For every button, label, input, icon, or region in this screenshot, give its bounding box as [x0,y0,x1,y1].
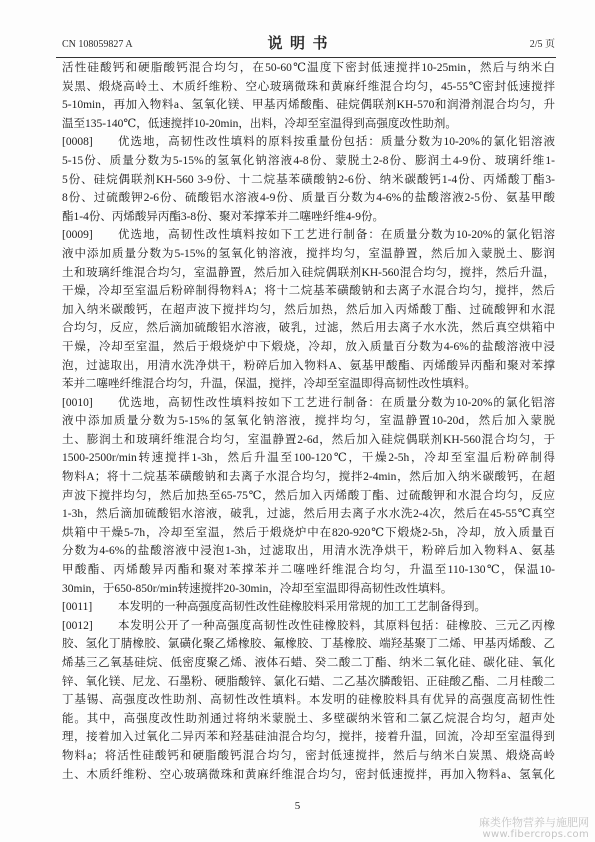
paragraph-line: 1500-2500r/min转速搅拌1-3h，然后升温至100-120℃，干燥2-5h，冷却至室温后粉碎制得 [62,452,555,465]
watermark-site-name: 麻类作物营养与施肥网 [479,816,589,829]
paragraph-line: 丁基锡、高强度改性助剂、高韧性改性填料。本发明的硅橡胶料具有优异的高强度高韧性性 [62,694,555,707]
paragraph-line: 5份、硅烷偶联剂KH-560 3-9份、十二烷基苯磺酸钠2-6份、纳米碳酸钙1-4份、丙烯酸丁酯3- [62,173,555,186]
paragraph-line: 苯并二噻唑纤维混合均匀，升温，保温，搅拌，冷却至室温即得高韧性改性填料。 [62,378,476,391]
paragraph-line: 活性硅酸钙和硬脂酸钙混合均匀，在50-60℃温度下密封低速搅拌10-25min，然后与纳米白 [62,62,555,74]
paragraph-first-line [62,133,555,152]
paragraph-line: 优选地，高韧性改性填料的原料按重量份包括：质量分数为10-20%的氯化铝溶液 [118,136,555,149]
page-number: 5 [294,800,301,812]
paragraph-line: 本发明公开了一种高强度高韧性改性硅橡胶料，其原料包括：硅橡胶、三元乙丙橡 [118,619,555,632]
paragraph-0011 [62,598,555,617]
paragraph-line: 理，接着加入过氧化二异丙苯和羟基硅油混合均匀，搅拌，接着升温，回流，冷却至室温得到 [62,731,555,744]
paragraph-line: 干燥，冷却至室温后粉碎制得物料A；将十二烷基苯磺酸钠和去离子水混合均匀，搅拌，然后 [62,285,555,298]
paragraph-line: 烯基三乙氧基硅烷、低密度聚乙烯、液体石蜡、癸二酸二丁酯、纳米二氧化硅、碳化硅、氧化 [62,657,555,669]
paragraph-line: 5-10min，再加入物料a、氢氧化镁、甲基丙烯酸酯、硅烷偶联剂KH-570和润滑剂混合均匀，升 [62,99,555,112]
paragraph-line: 声波下搅拌均匀，然后加热至65-75℃，然后加入丙烯酸丁酯、过硫酸钾和水混合均匀，反应 [62,489,555,502]
paragraph-line: 泡，过滤取出，用清水洗净烘干，粉碎后加入物料A、氨基甲酸酯、丙烯酸异丙酯和聚对苯撑 [62,359,555,372]
paragraph-line: 干燥，冷却至室温，然后于煅烧炉中下煅烧，冷却，放入质量百分数为4-6%的盐酸溶液中浸 [62,340,555,353]
paragraph-line: 8份、过硫酸钾2-6份、硫酸铝水溶液4-9份、质量百分数为4-6%的盐酸溶液2-5份、氨基甲酸 [62,192,555,205]
paragraph-line: 液中添加质量分数为5-15%的氢氧化钠溶液，搅拌均匀，室温静置，然后加入蒙脱土、膨润 [62,247,555,260]
paragraph-number: [0010] [62,396,93,409]
paragraph-line: 能。其中，高强度改性助剂通过将纳米蒙脱土、多壁碳纳米管和二氯乙烷混合均匀，超声处 [62,712,555,725]
paragraph-first-line [62,598,555,617]
paragraph-0009 [62,226,555,393]
paragraph-line: 温至135-140℃，低速搅拌10-20min，出料，冷却至室温得到高强度改性助剂。 [62,117,457,130]
paragraph-line: 锌、氧化镁、尼龙、石墨粉、硬脂酸锌、氯化石蜡、二乙基次膦酸铝、正硅酸乙酯、二月桂酸二 [62,675,555,688]
watermark-url: www.fibercrops.com [482,829,589,840]
paragraph-number: [0012] [62,619,93,632]
paragraph-number: [0009] [62,229,93,242]
paragraph-line: 加入纳米碳酸钙，在超声波下搅拌均匀，然后加热，然后加入丙烯酸丁酯、过硫酸钾和水混 [62,303,555,316]
paragraph-line: 土、木质纤维粉、空心玻璃微珠和黄麻纤维混合均匀，密封低速搅拌，再加入物料a、氢氧化 [62,768,555,781]
paragraph-line: 物料A；将十二烷基苯磺酸钠和去离子水混合均匀，搅拌2-4min，然后加入纳米碳酸钙，在超 [62,471,555,484]
paragraph-line: 1-3h，然后滴加硫酸铝水溶液，破乳，过滤，然后用去离子水水洗2-4次，然后在45-55℃真空 [62,508,555,521]
paragraph-line: 优选地，高韧性改性填料按如下工艺进行制备：在质量分数为10-20%的氯化铝溶 [118,229,555,242]
paragraph-line: 土、膨润土和玻璃纤维混合均匀，室温静置2-6d，然后加入硅烷偶联剂KH-560混合均匀，于 [62,433,555,446]
paragraph-0008 [62,133,555,226]
paragraph-line: 30min，于650-850r/min转速搅拌20-30min，冷却至室温即得高韧性改性填料。 [62,582,453,595]
paragraph-line: 分数为4-6%的盐酸溶液中浸泡1-3h，过滤取出，用清水洗净烘干，粉碎后加入物料A、氨基 [62,545,555,558]
paragraph-line: 酯1-4份、丙烯酸异丙酯3-8份、聚对苯撑苯并二噻唑纤维4-9份。 [62,210,384,223]
paragraph-line: 胶、氢化丁腈橡胶、氯磺化聚乙烯橡胶、氟橡胶、丁基橡胶、端羟基聚丁二烯、甲基丙烯酸、乙 [62,638,555,651]
document-number: CN 108059827 A [62,39,133,50]
paragraph-first-line [62,394,555,413]
paragraph-first-line [62,226,555,245]
paragraph-number: [0011] [62,601,93,614]
paragraph-line: 甲酸酯、丙烯酸异丙酯和聚对苯撑苯并二噻唑纤维混合均匀，升温至110-130℃，保温10- [62,564,555,577]
paragraph-line: 液中添加质量分数为5-15%的氢氧化钠溶液，搅拌均匀，室温静置10-20d，然后加入蒙脱 [62,415,555,428]
document-title: 说 明 书 [267,36,328,52]
paragraph-number: [0008] [62,136,93,149]
paragraph-line: 炭黑、煅烧高岭土、木质纤维粉、空心玻璃微珠和黄麻纤维混合均匀，45-55℃密封低速搅拌 [62,80,555,93]
paragraph-line: 烘箱中干燥5-7h，冷却至室温，然后于煅烧炉中在820-920℃下煅烧2-5h，冷却，放入质量百 [62,526,555,539]
paragraph-0010 [62,394,555,599]
paragraph-continued [62,59,555,133]
paragraph-first-line [62,617,555,636]
header-divider [56,57,556,58]
paragraph-line: 物料a；将活性硅酸钙和硬脂酸钙混合均匀，密封低速搅拌，然后与纳米白炭黑、煅烧高岭 [62,749,555,762]
paragraph-0012 [62,617,555,784]
page-count: 2/5 页 [529,39,555,50]
paragraph-line: 5-15份、质量分数为5-15%的氢氧化钠溶液4-8份、蒙脱土2-8份、膨润土4-9份、玻璃纤维1- [62,154,555,167]
paragraph-line: 本发明的一种高强度高韧性改性硅橡胶料采用常规的加工工艺制备得到。 [118,601,486,614]
paragraph-line: 土和玻璃纤维混合均匀，室温静置，然后加入硅烷偶联剂KH-560混合均匀，搅拌，然后升温， [62,266,555,279]
paragraph-line: 合均匀，反应，然后滴加硫酸铝水溶液，破乳，过滤，然后用去离子水水洗，然后真空烘箱中 [62,322,555,335]
paragraph-line: 优选地，高韧性改性填料按如下工艺进行制备：在质量分数为10-20%的氯化铝溶 [118,396,555,409]
description-body [62,59,555,784]
